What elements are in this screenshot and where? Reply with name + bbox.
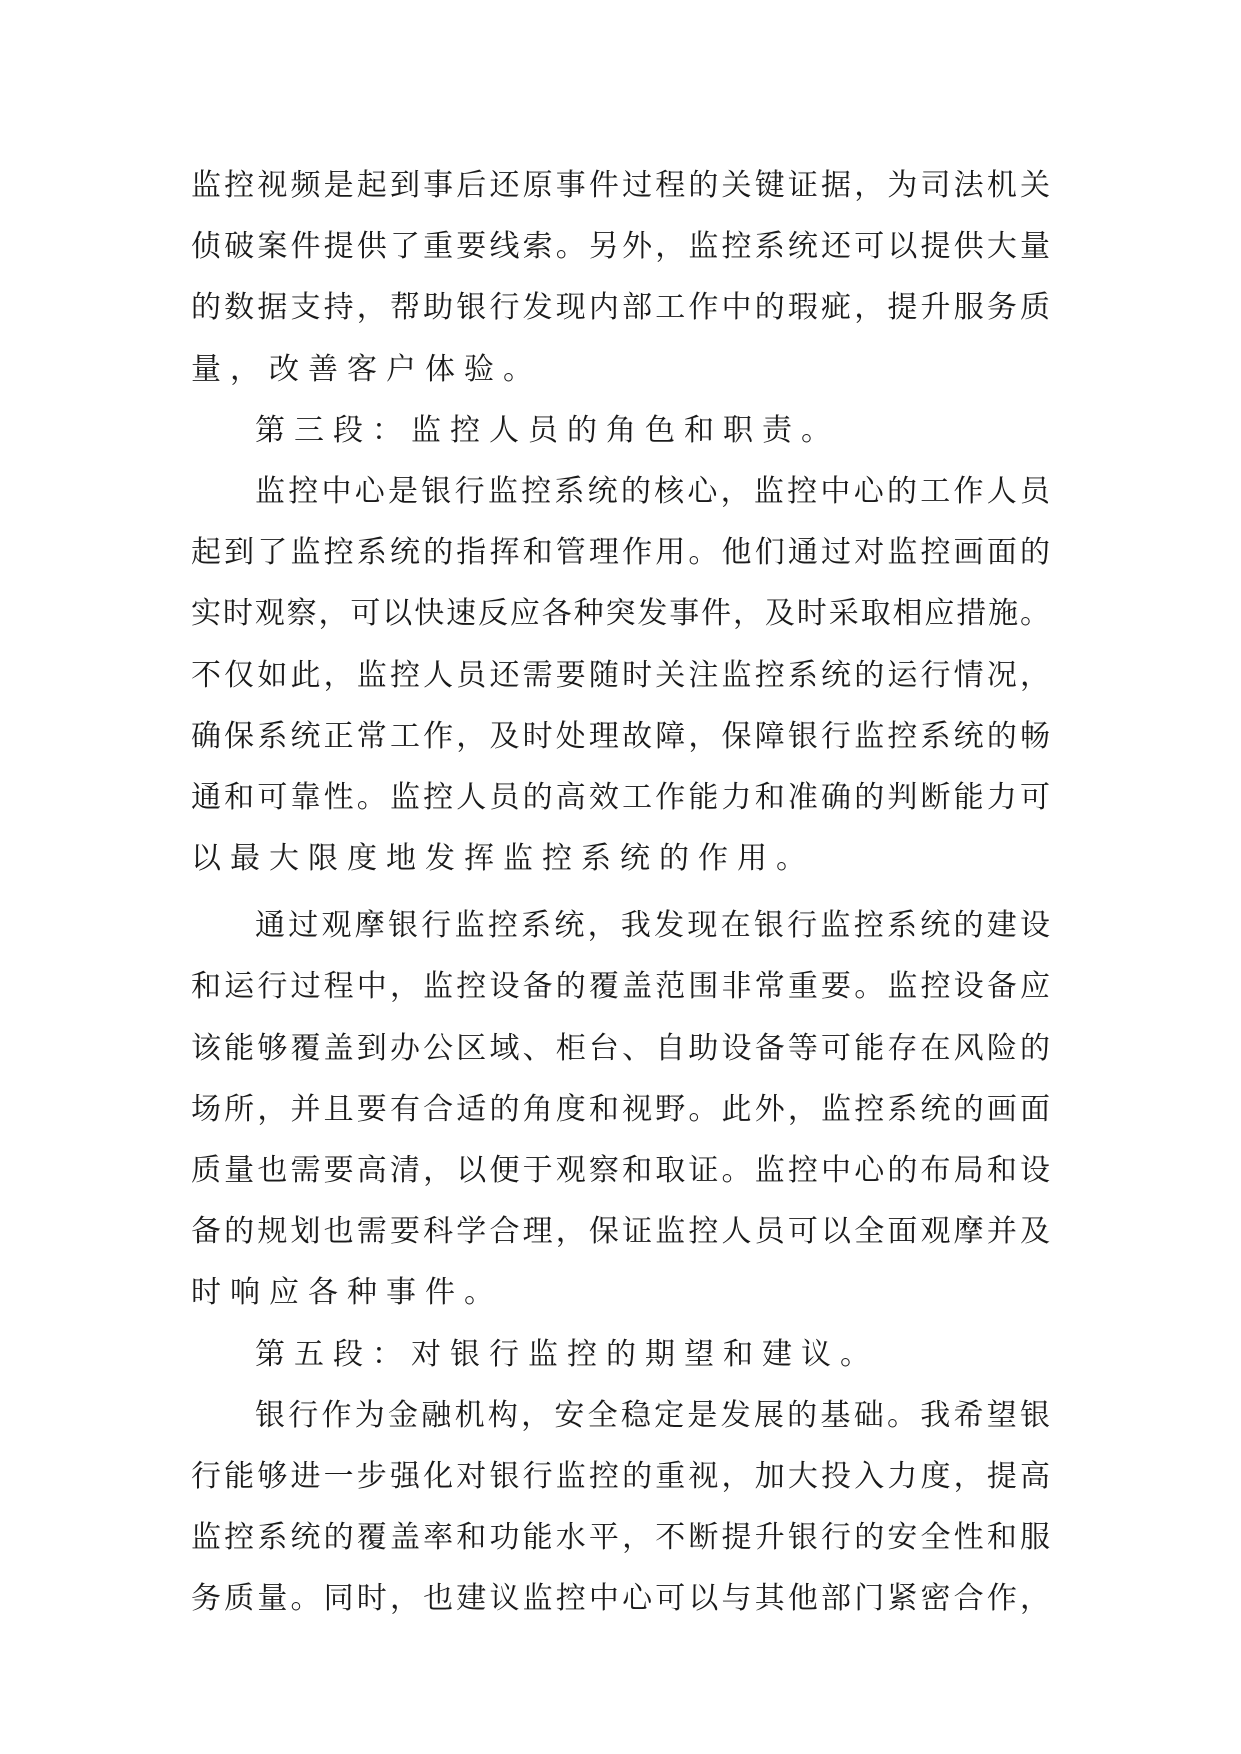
text-line: 确保系统正常工作，及时处理故障，保障银行监控系统的畅 [191, 718, 1051, 754]
text-line: 场所，并且要有合适的角度和视野。此外，监控系统的画面 [191, 1091, 1051, 1127]
text-line: 的数据支持，帮助银行发现内部工作中的瑕疵，提升服务质 [191, 290, 1051, 326]
text-line: 银行作为金融机构，安全稳定是发展的基础。我希望银 [255, 1397, 1051, 1433]
text-line: 监控中心是银行监控系统的核心，监控中心的工作人员 [255, 473, 1051, 509]
body-text [191, 155, 1051, 1630]
text-line: 以最大限度地发挥监控系统的作用。 [191, 841, 815, 877]
text-line: 行能够进一步强化对银行监控的重视，加大投入力度，提高 [191, 1458, 1051, 1494]
text-line: 时响应各种事件。 [191, 1275, 503, 1311]
text-line: 实时观察，可以快速反应各种突发事件，及时采取相应措施。 [191, 596, 1051, 632]
text-line: 监控视频是起到事后还原事件过程的关键证据，为司法机关 [191, 168, 1051, 203]
text-line: 量，改善客户体验。 [191, 351, 542, 387]
text-line: 起到了监控系统的指挥和管理作用。他们通过对监控画面的 [191, 535, 1051, 571]
text-line: 不仅如此，监控人员还需要随时关注监控系统的运行情况， [191, 657, 1051, 693]
text-line: 备的规划也需要科学合理，保证监控人员可以全面观摩并及 [191, 1214, 1051, 1250]
text-line: 该能够覆盖到办公区域、柜台、自助设备等可能存在风险的 [191, 1030, 1051, 1066]
text-line: 和运行过程中，监控设备的覆盖范围非常重要。监控设备应 [191, 969, 1051, 1005]
text-line: 通和可靠性。监控人员的高效工作能力和准确的判断能力可 [191, 779, 1051, 815]
text-line: 务质量。同时，也建议监控中心可以与其他部门紧密合作， [191, 1581, 1051, 1617]
section-heading: 第五段：对银行监控的期望和建议。 [255, 1336, 879, 1372]
text-line: 监控系统的覆盖率和功能水平，不断提升银行的安全性和服 [191, 1520, 1051, 1556]
text-line: 通过观摩银行监控系统，我发现在银行监控系统的建设 [255, 908, 1051, 944]
text-line: 质量也需要高清，以便于观察和取证。监控中心的布局和设 [191, 1153, 1051, 1188]
text-line: 侦破案件提供了重要线索。另外，监控系统还可以提供大量 [191, 229, 1051, 265]
section-heading: 第三段：监控人员的角色和职责。 [255, 412, 840, 448]
